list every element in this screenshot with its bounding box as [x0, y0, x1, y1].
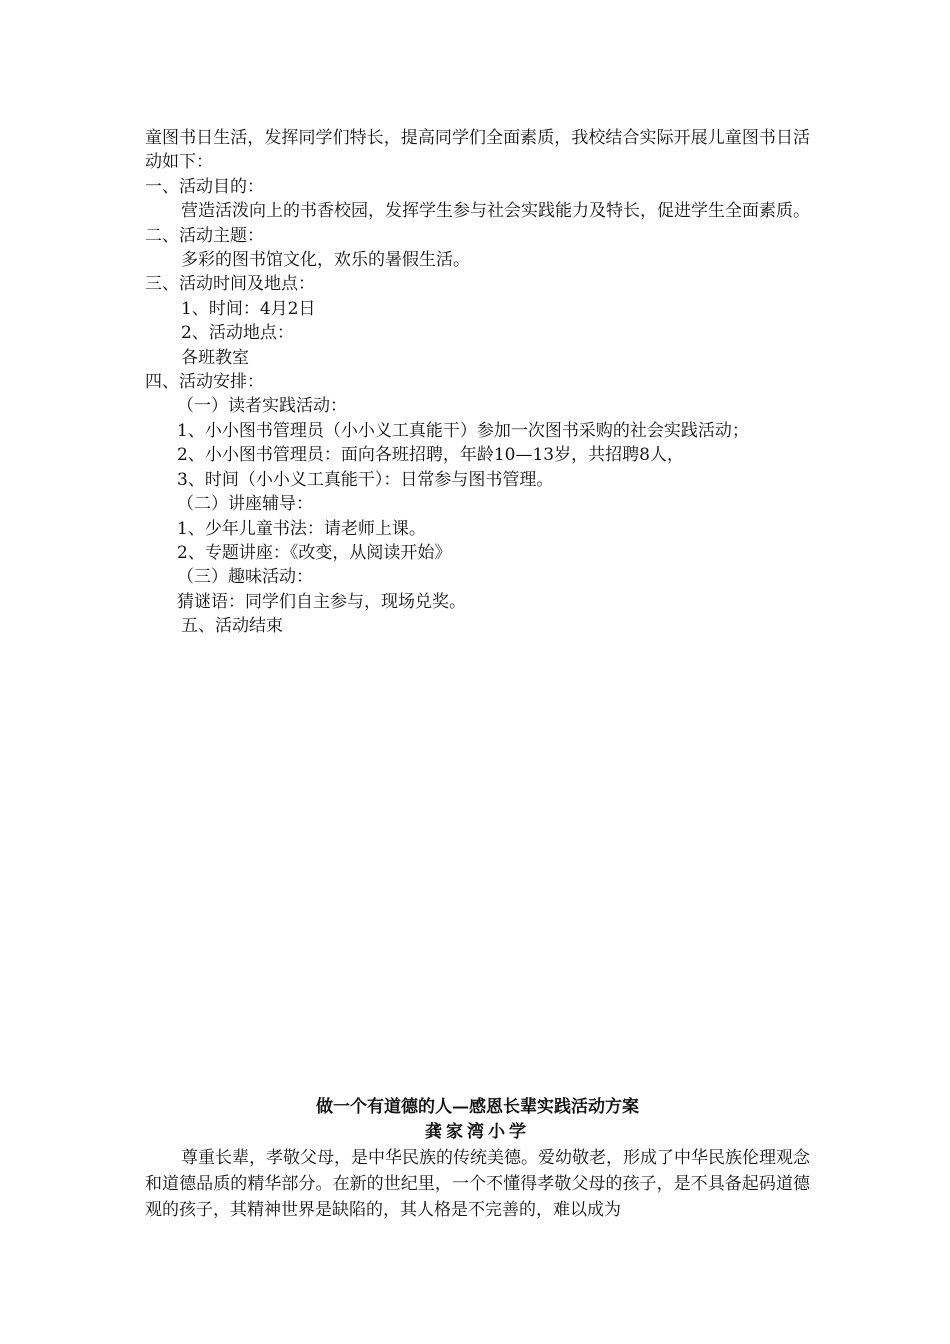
- intro-paragraph: 童图书日生活，发挥同学们特长，提高同学们全面素质，我校结合实际开展儿童图书日活动如下：: [145, 128, 810, 173]
- section-4-sub1-item-1: 1、小小图书管理员（小小义工真能干）参加一次图书采购的社会实践活动；: [177, 420, 749, 441]
- section-1-text: 营造活泼向上的书香校园，发挥学生参与社会实践能力及特长，促进学生全面素质。: [181, 201, 810, 222]
- school-name: 龚家湾小学: [425, 1122, 530, 1142]
- section-3-place-label: 2、活动地点：: [181, 323, 294, 344]
- document-title: 做一个有道德的人—感恩长辈实践活动方案: [316, 1097, 639, 1117]
- section-3-place: 各班教室: [181, 347, 249, 368]
- section-4-heading: 四、活动安排：: [145, 372, 264, 393]
- section-4-sub3-item-1: 猜谜语：同学们自主参与，现场兑奖。: [177, 591, 466, 612]
- section-4-sub1-item-2: 2、小小图书管理员：面向各班招聘，年龄10—13岁，共招聘8人，: [177, 445, 684, 466]
- section-5-heading: 五、活动结束: [181, 616, 283, 637]
- body-paragraph: 尊重长辈，孝敬父母，是中华民族的传统美德。爱幼敬老，形成了中华民族伦理观念和道德品质的精华部分。在新的世纪里，一个不懂得孝敬父母的孩子，是不具备起码道德观的孩子，其精神世界是缺陷的，其人格是不完善的，难以成为: [145, 1148, 810, 1220]
- document-page-section-1: [145, 126, 810, 639]
- section-1-heading: 一、活动目的：: [145, 176, 264, 197]
- document-page-section-2: [145, 1095, 810, 1223]
- section-4-sub1-item-3: 3、时间（小小义工真能干）：日常参与图书管理。: [177, 469, 554, 490]
- section-4-sub3-heading: （三）趣味活动：: [177, 567, 313, 588]
- section-4-sub2-item-2: 2、专题讲座：《改变，从阅读开始》: [177, 542, 452, 563]
- section-4-sub2-item-1: 1、少年儿童书法：请老师上课。: [177, 518, 426, 539]
- section-2-text: 多彩的图书馆文化，欢乐的暑假生活。: [181, 250, 470, 271]
- section-2-heading: 二、活动主题：: [145, 225, 264, 246]
- section-3-heading: 三、活动时间及地点：: [145, 274, 315, 295]
- section-3-time: 1、时间：4月2日: [181, 298, 316, 319]
- section-4-sub1-heading: （一）读者实践活动：: [177, 396, 347, 417]
- section-4-sub2-heading: （二）讲座辅导：: [177, 494, 313, 515]
